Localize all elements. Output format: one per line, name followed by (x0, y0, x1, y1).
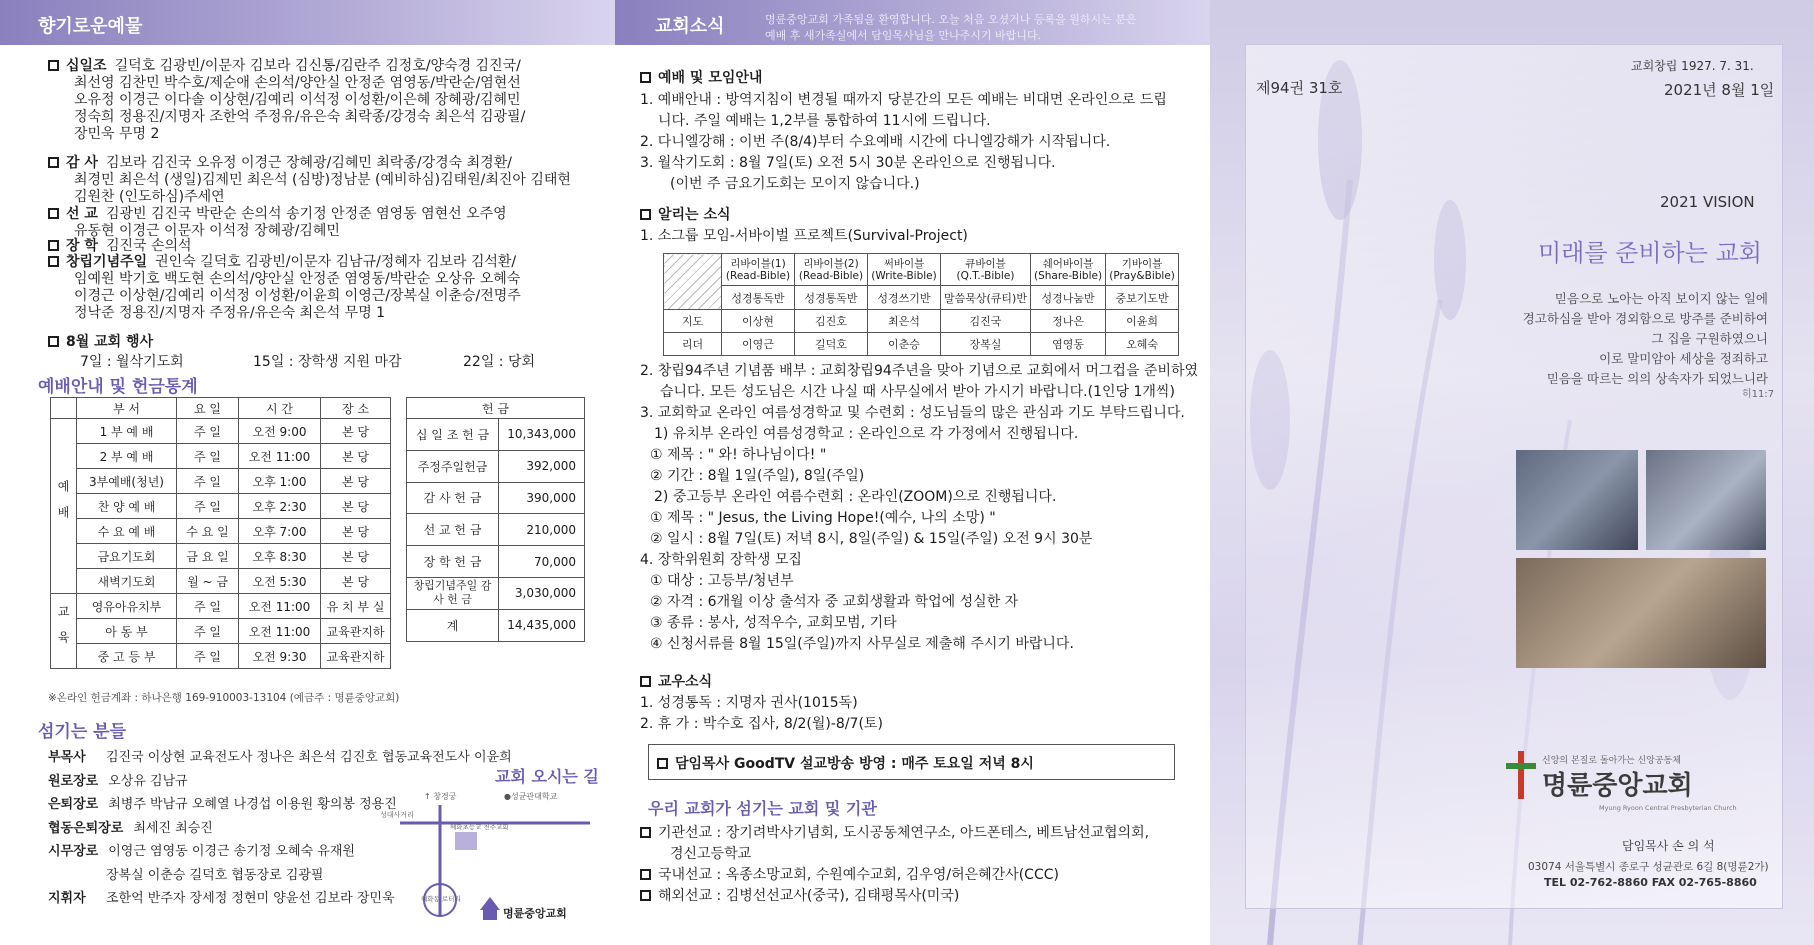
news-header: 교회소식 (615, 0, 1210, 45)
service-cell: 본 당 (321, 544, 391, 569)
offering-row (48, 58, 521, 75)
offering-names: 김광빈 김진국 박란순 손의석 송기정 안정준 염영동 염현선 오주영 (105, 206, 507, 222)
service-cell: 본 당 (321, 494, 391, 519)
project-table (663, 253, 1179, 356)
service-cell: 주 일 (177, 469, 239, 494)
offering-row-cont: 최경민 최은석 (생일)김제민 최은석 (심방)정남분 (예비하심)김태원/최진아 김태현 (74, 172, 571, 188)
offering-names: 김보라 김진국 오유정 이경근 장혜광/김혜민 최락종/강경숙 최경환/ (105, 155, 512, 171)
news-line: ① 대상 : 고등부/청년부 (650, 573, 794, 589)
square-bullet-icon (48, 336, 59, 347)
service-cell: 찬 양 예 배 (77, 494, 177, 519)
service-cell: 수 요 일 (177, 519, 239, 544)
project-corner (664, 254, 722, 310)
stats-title: 예배안내 및 헌금통계 (38, 377, 198, 397)
founded-date: 교회창립 1927. 7. 31. (1631, 59, 1754, 73)
photo-pastor (1516, 450, 1638, 550)
service-cell: 교육관지하 (321, 644, 391, 669)
square-bullet-icon (48, 157, 59, 168)
welcome-note: 명륜중앙교회 가족됨을 환영합니다. 오늘 처음 오셨거나 등록을 원하시는 분은 예배 후 새가족실에서 담임목사님을 만나주시기 바랍니다. (765, 13, 1137, 42)
project-sub-cell: 성경통독반 (722, 286, 795, 310)
offering-label: 장 학 (66, 238, 98, 254)
staff-row (48, 887, 395, 911)
offering-type-cell: 선 교 헌 금 (407, 514, 499, 546)
offering-amount-cell: 10,343,000 (499, 419, 585, 451)
service-cell: 영유아유치부 (77, 594, 177, 619)
staff-row (48, 840, 355, 864)
square-bullet-icon (640, 869, 651, 880)
square-bullet-icon (657, 758, 668, 769)
service-cell: 1 부 예 배 (77, 419, 177, 444)
project-cell: 길덕호 (795, 333, 868, 356)
service-cell: 2 부 예 배 (77, 444, 177, 469)
project-cell: 김진호 (795, 310, 868, 333)
project-header-cell: 리바이블(2) (Read-Bible) (795, 254, 868, 286)
project-cell: 장복실 (941, 333, 1031, 356)
staff-role: 부목사 (48, 750, 86, 765)
project-cell: 정나은 (1030, 310, 1105, 333)
service-cell: 새벽기도회 (77, 569, 177, 594)
offering-amount-cell: 210,000 (499, 514, 585, 546)
news-line: 2. 창립94주년 기념품 배부 : 교회창립94주년을 맞아 기념으로 교회에서 머그컵을 준비하였 (640, 363, 1199, 379)
service-cell: 월 ~ 금 (177, 569, 239, 594)
news-line: ② 자격 : 6개월 이상 출석자 중 교회생활과 학업에 성실한 자 (650, 594, 1019, 610)
verse-line: 믿음을 따르는 의의 상속자가 되었느니라 (1546, 371, 1768, 386)
news-line: 1) 유치부 온라인 여름성경학교 : 온라인으로 각 가정에서 진행됩니다. (654, 426, 1079, 442)
news-heading: 알리는 소식 (640, 205, 731, 226)
offering-row-cont: 정숙희 정용진/지명자 조한억 주정유/유은숙 최락종/강경숙 최은석 김광필/ (74, 109, 526, 125)
offering-amount-cell: 392,000 (499, 450, 585, 482)
staff-role: 은퇴장로 (48, 797, 99, 812)
staff-names: 최병주 박남규 오혜열 나경섭 이용원 황의봉 정용진 (108, 797, 397, 812)
service-table (50, 397, 391, 669)
staff-title: 섬기는 분들 (38, 722, 127, 742)
project-cell: 이춘승 (868, 333, 941, 356)
support-list: 기관선교 : 장기려박사기념회, 도시공동체연구소, 아드폰테스, 베트남선교협의회, 경신고등학교 국내선교 : 옥종소망교회, 수원예수교회, 김우영/허은혜간사(CCC) 해외선교 : 김병선선교사(중국), 김태평목사(미국) (640, 823, 1149, 907)
news-line: ④ 신청서류를 8월 15일(주일)까지 사무실로 제출해 주시기 바랍니다. (650, 636, 1074, 652)
news-item-project: 1. 소그룹 모임-서바이벌 프로젝트(Survival-Project) (640, 228, 968, 244)
offering-label: 감 사 (66, 155, 98, 171)
news-line: ② 일시 : 8월 7일(토) 저녁 8시, 8일(주일) & 15일(주일) 오전 9시 30분 (650, 531, 1093, 547)
service-group-label: 교육 (51, 594, 77, 669)
square-bullet-icon (640, 890, 651, 901)
offering-names: 김진국 손의석 (105, 238, 192, 254)
photo-worship (1516, 558, 1766, 668)
offering-row-cont: 이경근 이상현/김예리 이석정 이성환/이윤희 이영근/장복실 이춘승/전명주 (74, 288, 521, 304)
service-cell: 교육관지하 (321, 619, 391, 644)
service-header-cell: 요 일 (177, 398, 239, 419)
offering-label: 선 교 (66, 206, 98, 222)
service-cell: 오전 11:00 (239, 444, 321, 469)
bible-verse (1523, 289, 1768, 389)
square-bullet-icon (640, 209, 651, 220)
offering-label: 십일조 (66, 58, 107, 74)
support-title: 우리 교회가 섬기는 교회 및 기관 (648, 799, 877, 818)
offering-row-cont: 김원찬 (인도하심)주세연 (74, 189, 225, 205)
church-icon (480, 897, 500, 910)
service-cell: 본 당 (321, 469, 391, 494)
vision-slogan: 미래를 준비하는 교회 (1538, 239, 1762, 267)
offering-amount-cell: 3,030,000 (499, 577, 585, 609)
map-title: 교회 오시는 길 (495, 767, 599, 786)
news-line: 2) 중고등부 온라인 여름수련회 : 온라인(ZOOM)으로 진행됩니다. (654, 489, 1057, 505)
offering-names: 길덕호 김광빈/이문자 김보라 김신통/김란주 김정호/양숙경 김진국/ (114, 58, 521, 74)
project-cell: 이윤희 (1106, 310, 1179, 333)
map-label: 명륜중앙교회 (503, 907, 567, 920)
staff-names: 오상유 김남규 (108, 773, 188, 789)
verse-line: 경고하심을 받아 경외함으로 방주를 준비하여 (1522, 311, 1768, 326)
offering-row (48, 206, 507, 223)
offering-type-cell: 계 (407, 609, 499, 641)
service-cell: 오전 11:00 (239, 594, 321, 619)
offering-type-cell: 감 사 헌 금 (407, 482, 499, 514)
service-cell: 오후 7:00 (239, 519, 321, 544)
news-list (640, 361, 1198, 655)
map-label: ↑ 창경궁 (424, 792, 457, 801)
event-item: 15일 : 장학생 지원 마감 (253, 354, 402, 370)
project-header-cell: 써바이블 (Write-Bible) (868, 254, 941, 286)
square-bullet-icon (48, 60, 59, 71)
offering-row (48, 254, 516, 271)
offering-amount-cell: 390,000 (499, 482, 585, 514)
church-name-english: Myung Ryoon Central Presbyterian Church (1599, 804, 1737, 812)
news-line: ③ 종류 : 봉사, 성적우수, 교회모범, 기타 (650, 615, 897, 631)
church-icon (483, 910, 497, 920)
project-row-label: 리더 (664, 333, 722, 356)
members-heading: 교우소식 (640, 672, 712, 693)
staff-role: 협동은퇴장로 (48, 820, 124, 836)
service-cell: 3부예배(청년) (77, 469, 177, 494)
offering-row (48, 155, 512, 172)
offering-label: 창립기념주일 (66, 254, 148, 270)
service-cell: 오전 9:00 (239, 419, 321, 444)
offering-stats-table (406, 397, 585, 642)
church-name: 명륜중앙교회 (1542, 771, 1693, 801)
worship-list: 1. 예배안내 : 방역지침이 변경될 때까지 당분간의 모든 예배는 비대면 온라인으로 드립 니다. 주일 예배는 1,2부를 통합하여 11시에 드립니다. 2. 다니엘강해 : 이번 주(8/4)부터 수요예배 시간에 다니엘강해가 시작됩니다. 3. 월삭기도회 : 8월 7일(토) 오전 5시 30분 온라인으로 진행됩니다. (이번 주 금요기도회는 모이지 않습니다.) (640, 92, 1167, 192)
worship-heading: 예배 및 모임안내 (640, 68, 762, 89)
cover-card (1245, 44, 1783, 909)
news-line: ② 기간 : 8월 1일(주일), 8일(주일) (650, 468, 865, 484)
church-tagline: 신앙의 본질로 돌아가는 신앙공동체 (1542, 756, 1681, 766)
service-cell: 중 고 등 부 (77, 644, 177, 669)
project-sub-cell: 성경나눔반 (1030, 286, 1105, 310)
project-cell: 이영근 (722, 333, 795, 356)
cross-logo-icon (1504, 749, 1538, 801)
offering-amount-cell: 14,435,000 (499, 609, 585, 641)
offering-type-cell: 장 학 헌 금 (407, 546, 499, 578)
offering-row-cont: 유동현 이경근 이문자 이석정 장혜광/김혜민 (74, 223, 340, 239)
staff-names: 이영근 염영동 이경근 송기정 오혜숙 유재원 (108, 844, 355, 859)
service-cell: 오전 9:30 (239, 644, 321, 669)
pastor-name: 담임목사 손 의 석 (1622, 839, 1715, 853)
church-contact: TEL 02-762-8860 FAX 02-765-8860 (1544, 876, 1757, 889)
service-cell: 본 당 (321, 569, 391, 594)
staff-row (48, 793, 397, 817)
bulletin-date: 2021년 8월 1일 (1664, 81, 1775, 99)
service-cell: 오전 5:30 (239, 569, 321, 594)
staff-row (48, 770, 188, 794)
verse-line: 그 집을 구원하였으니 (1651, 331, 1768, 346)
project-row-label: 지도 (664, 310, 722, 333)
service-cell: 오전 11:00 (239, 619, 321, 644)
staff-names: 조한억 반주자 장세정 정현미 양윤선 김보라 장민욱 (106, 891, 395, 906)
service-header-cell: 장 소 (321, 398, 391, 419)
service-cell: 본 당 (321, 519, 391, 544)
project-sub-cell: 중보기도반 (1106, 286, 1179, 310)
offering-row-cont: 정낙준 정용진/지명자 주정유/유은숙 최은석 무명 1 (74, 305, 386, 321)
news-line: ① 제목 : " Jesus, the Living Hope!(예수, 나의 소망) " (650, 510, 996, 526)
staff-row (48, 746, 512, 770)
map-building (455, 832, 477, 850)
service-cell: 아 동 부 (77, 619, 177, 644)
service-group-label: 예배 (51, 419, 77, 594)
verse-line: 믿음으로 노아는 아직 보이지 않는 일에 (1554, 291, 1768, 306)
project-header-cell: 큐바이블 (Q.T.-Bible) (941, 254, 1031, 286)
broadcast-box: 담임목사 GoodTV 설교방송 방영 : 매주 토요일 저녁 8시 (648, 744, 1175, 780)
offering-row-cont: 임예원 박기호 백도현 손의석/양안실 안정준 염영동/박란순 오상유 오혜숙 (74, 271, 521, 287)
service-header-cell: 시 간 (239, 398, 321, 419)
service-cell: 주 일 (177, 419, 239, 444)
verse-reference: 히11:7 (1742, 389, 1775, 400)
news-line: 3. 교회학교 온라인 여름성경학교 및 수련회 : 성도님들의 많은 관심과 기도 부탁드립니다. (640, 405, 1185, 421)
church-address: 03074 서울특별시 종로구 성균관로 6길 8(명륜2가) (1528, 861, 1769, 873)
offering-type-cell: 창립기념주일 감 사 헌 금 (407, 577, 499, 609)
staff-role: 원로장로 (48, 773, 99, 789)
square-bullet-icon (640, 72, 651, 83)
service-cell: 본 당 (321, 419, 391, 444)
photo-congregation (1646, 450, 1766, 550)
project-cell: 김진국 (941, 310, 1031, 333)
service-cell: 주 일 (177, 594, 239, 619)
offering-row-cont: 오유정 이경근 이다솔 이상현/김예리 이석정 이성환/이은혜 장혜광/김혜민 (74, 92, 521, 108)
service-cell: 주 일 (177, 644, 239, 669)
news-line: 4. 장학위원회 장학생 모집 (640, 552, 802, 568)
offering-row (48, 238, 192, 255)
offering-type-cell: 십 일 조 헌 금 (407, 419, 499, 451)
event-item: 22일 : 당회 (463, 354, 536, 370)
project-cell: 이상현 (722, 310, 795, 333)
service-header-cell: 부 서 (77, 398, 177, 419)
square-bullet-icon (640, 827, 651, 838)
service-cell: 오후 1:00 (239, 469, 321, 494)
staff-names: 최세진 최승진 (133, 820, 213, 836)
vision-label: 2021 VISION (1660, 193, 1755, 211)
staff-row (48, 864, 323, 888)
offering-row-cont: 최선영 김찬민 박수호/제순애 손의석/양안실 안정준 염영동/박란순/염현선 (74, 75, 521, 91)
account-note: ※온라인 헌금계좌 : 하나은행 169-910003-13104 (예금주 : 명륜중앙교회) (48, 692, 400, 704)
events-heading: 8월 교회 행사 (48, 334, 153, 351)
square-bullet-icon (48, 208, 59, 219)
project-sub-cell: 성경쓰기반 (868, 286, 941, 310)
square-bullet-icon (640, 676, 651, 687)
staff-row (48, 817, 213, 841)
project-cell: 최은석 (868, 310, 941, 333)
offering-names: 권인숙 길덕호 김광빈/이문자 김남규/정혜자 김보라 김석환/ (155, 254, 517, 270)
service-cell: 오후 8:30 (239, 544, 321, 569)
project-header-cell: 리바이블(1) (Read-Bible) (722, 254, 795, 286)
project-sub-cell: 성경통독반 (795, 286, 868, 310)
project-cell: 염영동 (1030, 333, 1105, 356)
volume-number: 제94권 31호 (1256, 79, 1343, 97)
service-cell: 주 일 (177, 494, 239, 519)
service-cell: 오후 2:30 (239, 494, 321, 519)
offering-type-cell: 주정주일헌금 (407, 450, 499, 482)
news-line: 습니다. 모든 성도님은 시간 나실 때 사무실에서 받아 가시기 바랍니다.(1인당 1개씩) (660, 384, 1175, 400)
staff-names: 김진국 이상현 교육전도사 정나은 최은석 김진호 협동교육전도사 이윤희 (106, 750, 512, 765)
map-label: 성대사거리 (380, 811, 414, 819)
service-cell: 금요기도회 (77, 544, 177, 569)
project-header-cell: 쉐어바이블 (Share-Bible) (1030, 254, 1105, 286)
table-corner (51, 398, 77, 419)
news-line: ① 제목 : " 와! 하나님이다! " (650, 447, 827, 463)
offering-amount-cell: 70,000 (499, 546, 585, 578)
directions-map (380, 785, 602, 925)
verse-line: 이로 말미암아 세상을 정죄하고 (1599, 351, 1768, 366)
map-label: 혜화초등교 천주교회 (450, 823, 509, 831)
offering-row-cont: 장민욱 무명 2 (74, 126, 160, 142)
offering-header-cell: 헌 금 (407, 398, 585, 419)
service-cell: 금 요 일 (177, 544, 239, 569)
project-cell: 오혜숙 (1106, 333, 1179, 356)
project-header-cell: 기바이블 (Pray&Bible) (1106, 254, 1179, 286)
project-sub-cell: 말씀묵상(큐티)반 (941, 286, 1031, 310)
service-cell: 본 당 (321, 444, 391, 469)
map-label: 혜화동 로터리 (421, 895, 461, 903)
staff-role: 시무장로 (48, 844, 99, 859)
service-cell: 주 일 (177, 619, 239, 644)
service-cell: 유 치 부 실 (321, 594, 391, 619)
event-item: 7일 : 월삭기도회 (80, 354, 184, 370)
staff-names: 장복실 이춘승 길덕호 협동장로 김광필 (106, 867, 324, 883)
service-cell: 수 요 예 배 (77, 519, 177, 544)
square-bullet-icon (48, 240, 59, 251)
offering-header: 향기로운예물 (0, 0, 615, 45)
square-bullet-icon (48, 256, 59, 267)
service-cell: 주 일 (177, 444, 239, 469)
map-label: ●성균관대학교 (504, 792, 558, 801)
members-list: 1. 성경통독 : 지명자 권사(1015독) 2. 휴 가 : 박수호 집사, 8/2(월)-8/7(토) (640, 695, 883, 732)
staff-role: 지휘자 (48, 891, 86, 906)
